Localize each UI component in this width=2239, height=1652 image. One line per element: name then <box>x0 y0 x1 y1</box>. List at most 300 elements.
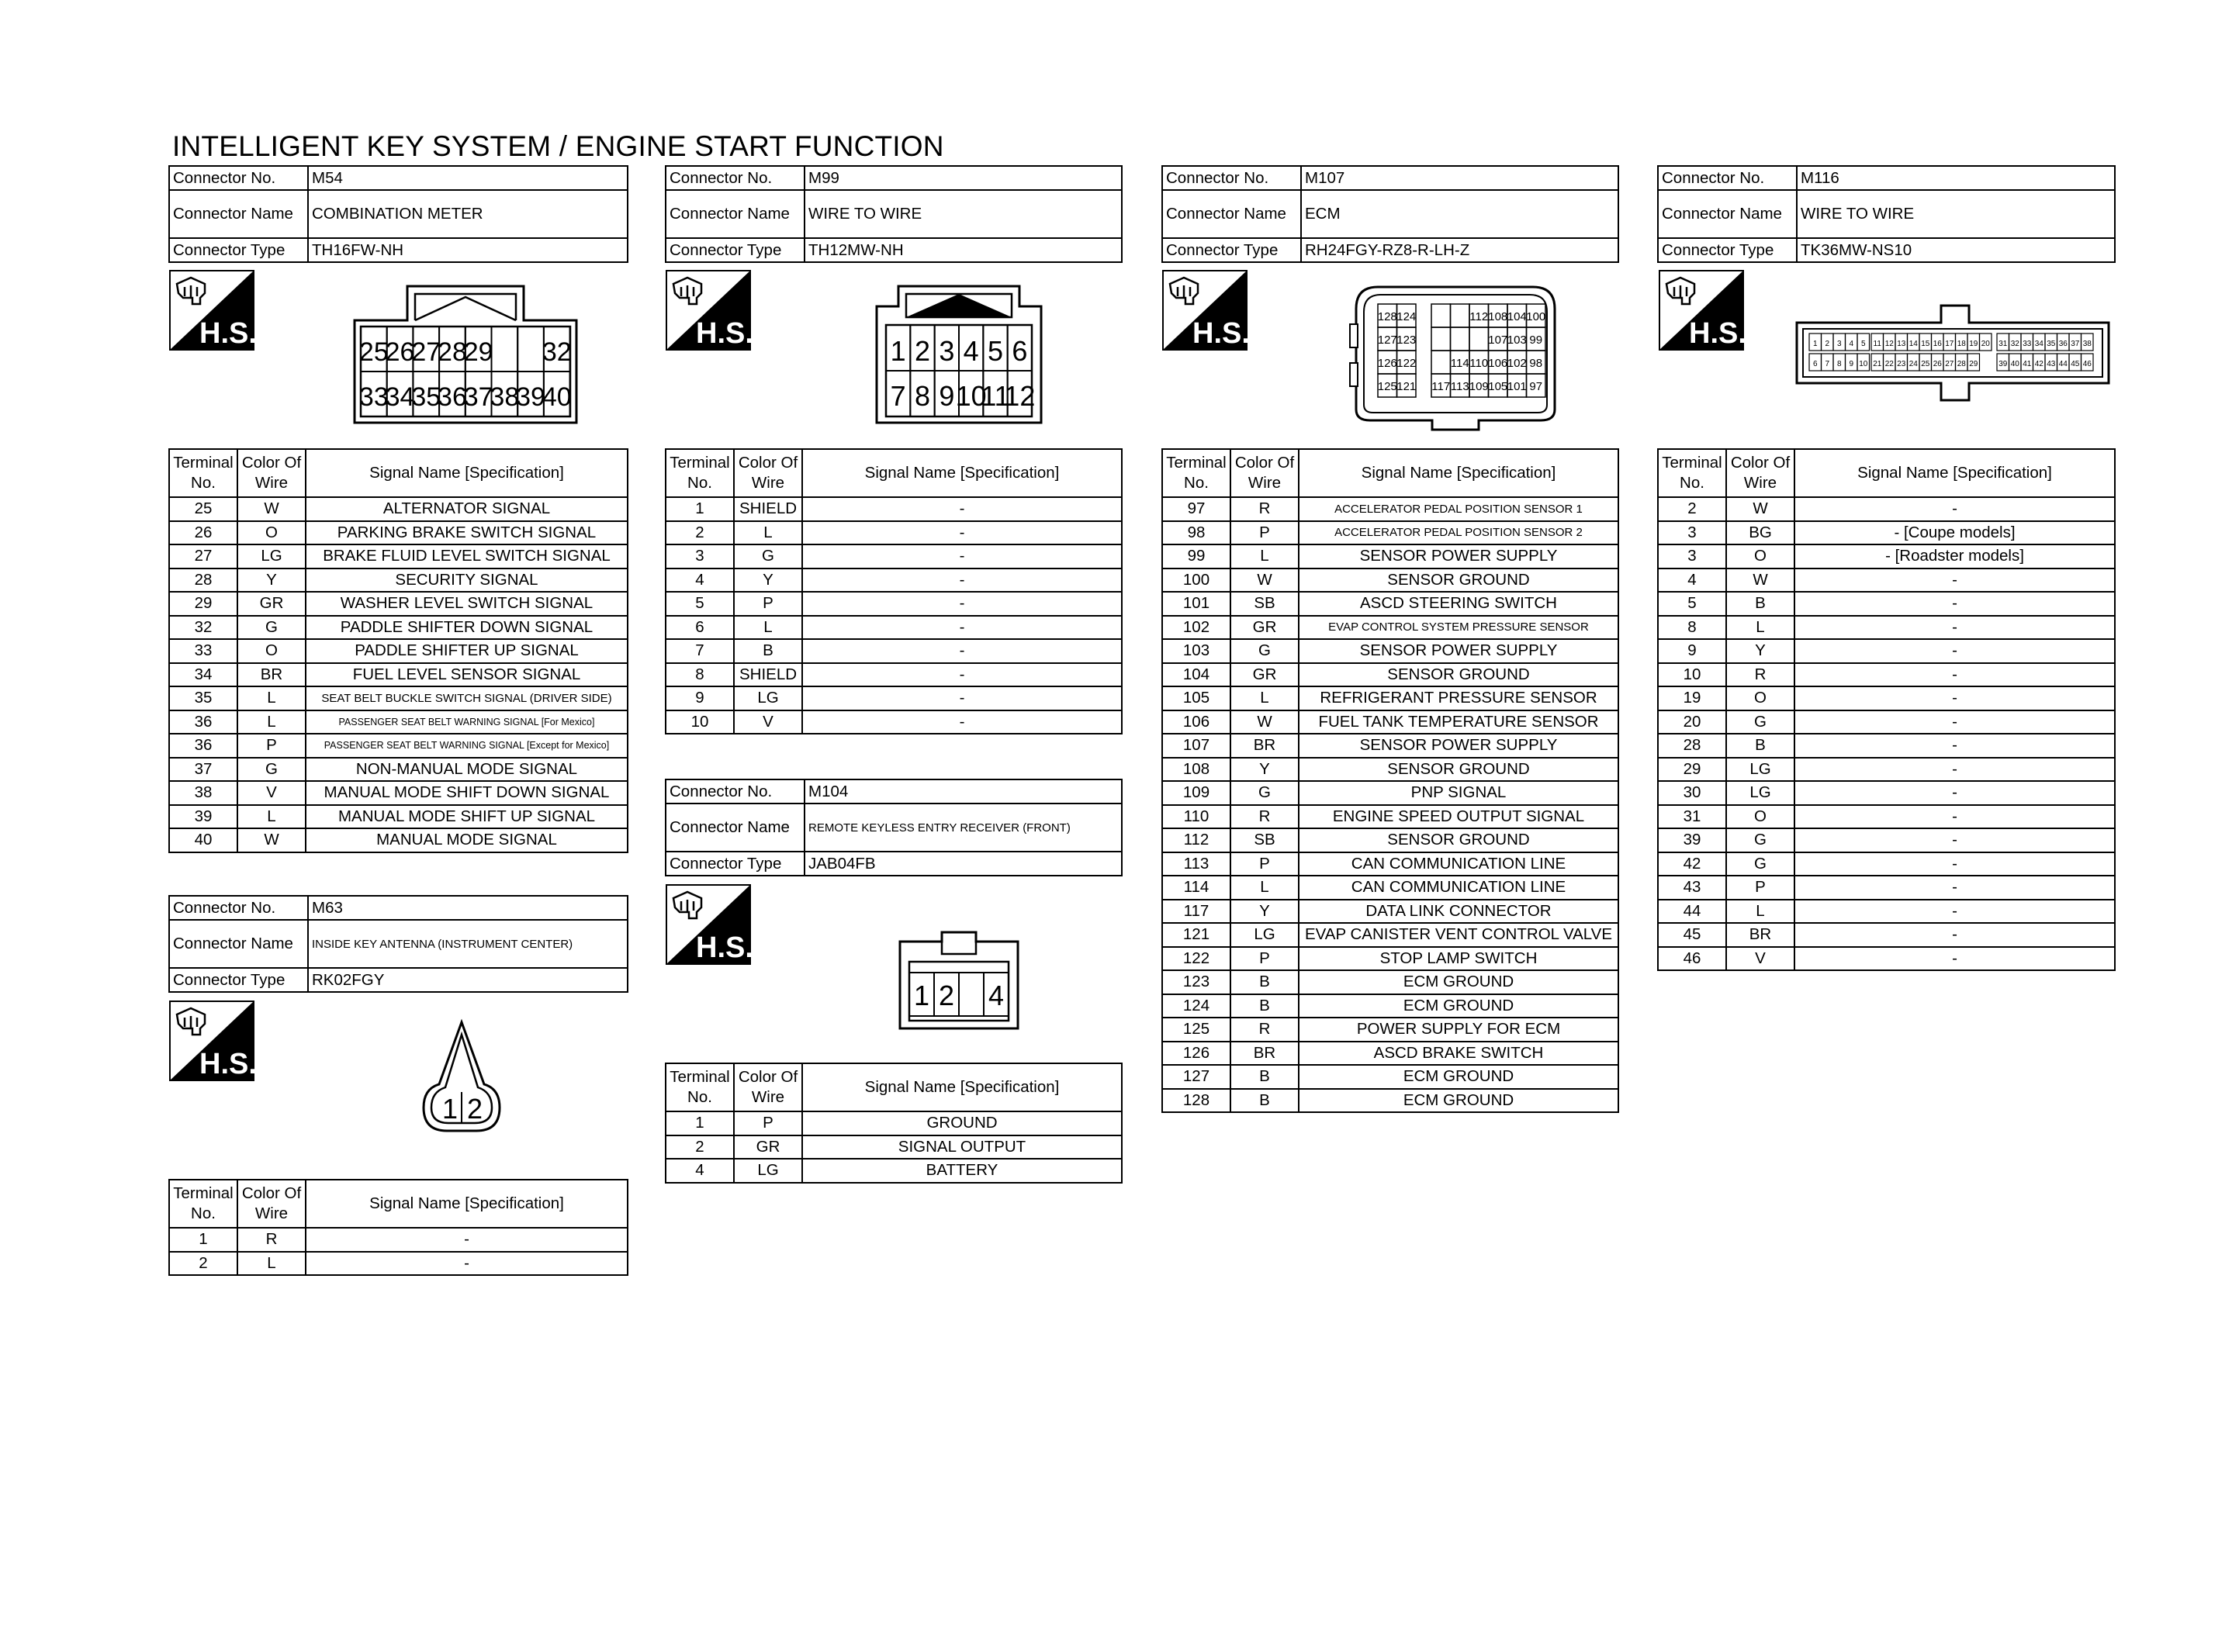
wire-color-cell: GR <box>1230 616 1299 640</box>
terminal-no-cell: 27 <box>169 544 237 569</box>
signal-name-cell: STOP LAMP SWITCH <box>1299 947 1618 971</box>
wire-color-cell: W <box>237 497 306 521</box>
terminal-no-cell: 36 <box>169 710 237 734</box>
pin-label: 125 <box>1377 380 1397 393</box>
pin-label: 35 <box>2047 340 2056 348</box>
pin-label: 7 <box>890 380 906 412</box>
pin-label: 19 <box>1969 340 1978 348</box>
hs-badge-label: H.S. <box>199 317 254 350</box>
pin-label: 43 <box>2047 360 2056 368</box>
wire-color-cell: SB <box>1230 828 1299 852</box>
pin-label: 23 <box>1897 360 1906 368</box>
wire-color-cell: P <box>1230 852 1299 876</box>
signal-name-cell: - <box>802 616 1122 640</box>
pin-label: 7 <box>1825 360 1830 368</box>
signal-name-cell: - <box>1794 781 2115 805</box>
terminal-table-m116 <box>1657 448 2116 971</box>
wire-color-cell: P <box>237 734 306 758</box>
table-row <box>1162 970 1618 994</box>
pin-label: 6 <box>1012 335 1028 367</box>
connector-m63-info <box>168 895 628 993</box>
table-row <box>1658 569 2115 593</box>
pin-label: 128 <box>1377 310 1397 323</box>
table-row <box>1658 663 2115 687</box>
wire-color-cell: Y <box>1726 639 1794 663</box>
pin-label: 1 <box>1812 340 1818 348</box>
signal-name-cell: CAN COMMUNICATION LINE <box>1299 852 1618 876</box>
signal-name-cell: POWER SUPPLY FOR ECM <box>1299 1018 1618 1042</box>
terminal-no-cell: 97 <box>1162 497 1230 521</box>
connector-name-value: ECM <box>1301 190 1618 238</box>
connector-no-value: M99 <box>805 166 1122 190</box>
table-row <box>666 592 1122 616</box>
pin-label: 114 <box>1450 357 1469 370</box>
pin-label: 18 <box>1957 340 1966 348</box>
wire-color-cell: LG <box>1726 781 1794 805</box>
pin-label: 11 <box>1873 340 1881 348</box>
table-row <box>1162 781 1618 805</box>
wire-color-cell: W <box>1726 497 1794 521</box>
wire-color-cell: R <box>1230 805 1299 829</box>
wire-color-cell: GR <box>237 592 306 616</box>
signal-name-cell: FUEL LEVEL SENSOR SIGNAL <box>306 663 628 687</box>
signal-name-cell: NON-MANUAL MODE SIGNAL <box>306 758 628 782</box>
connector-type-value: TH12MW-NH <box>805 238 1122 262</box>
wire-color-cell: L <box>1230 544 1299 569</box>
table-row <box>169 686 628 710</box>
wire-color-cell: Y <box>1230 900 1299 924</box>
wire-color-cell: O <box>1726 544 1794 569</box>
signal-name-cell: - <box>1794 710 2115 734</box>
wire-color-cell: B <box>1726 734 1794 758</box>
terminal-no-cell: 124 <box>1162 994 1230 1018</box>
terminal-no-cell: 36 <box>169 734 237 758</box>
wire-color-cell: SHIELD <box>734 663 802 687</box>
connector-type-value: TK36MW-NS10 <box>1797 238 2115 262</box>
pin-label: 36 <box>438 382 467 412</box>
wire-color-cell: P <box>1230 521 1299 545</box>
signal-name-cell: MANUAL MODE SHIFT UP SIGNAL <box>306 805 628 829</box>
signal-name-cell: - <box>1794 852 2115 876</box>
terminal-no-cell: 33 <box>169 639 237 663</box>
table-row <box>1658 923 2115 947</box>
wire-color-cell: L <box>237 686 306 710</box>
connector-type-value: RK02FGY <box>308 968 628 992</box>
wire-color-cell: V <box>1726 947 1794 971</box>
signal-name-cell: - <box>1794 616 2115 640</box>
terminal-table-m107 <box>1161 448 1619 1113</box>
table-row <box>666 497 1122 521</box>
terminal-no-cell: 29 <box>169 592 237 616</box>
signal-name-cell: - <box>802 569 1122 593</box>
signal-name-cell: - <box>1794 923 2115 947</box>
connector-no-value: M63 <box>308 896 628 920</box>
wire-color-cell: Y <box>1230 758 1299 782</box>
pin-label: 34 <box>2034 340 2043 348</box>
hs-badge-label: H.S. <box>199 1048 254 1080</box>
pin-label: 4 <box>988 980 1005 1011</box>
wire-color-cell: LG <box>237 544 306 569</box>
pin-label: 22 <box>1884 360 1894 368</box>
pin-label: 15 <box>1921 340 1930 348</box>
connector-diagram-m54 <box>353 283 578 428</box>
wire-color-cell: LG <box>1726 758 1794 782</box>
wire-color-cell: LG <box>734 686 802 710</box>
wire-color-cell: L <box>237 710 306 734</box>
signal-name-cell: ACCELERATOR PEDAL POSITION SENSOR 1 <box>1299 497 1618 521</box>
table-row <box>666 521 1122 545</box>
table-row <box>1658 686 2115 710</box>
wire-color-cell: P <box>734 1111 802 1135</box>
terminal-no-cell: 108 <box>1162 758 1230 782</box>
signal-name-cell: ASCD STEERING SWITCH <box>1299 592 1618 616</box>
table-row <box>169 1252 628 1276</box>
table-row <box>1162 569 1618 593</box>
pin-label: 29 <box>1969 360 1978 368</box>
pin-label: 1 <box>890 335 906 367</box>
terminal-no-cell: 19 <box>1658 686 1726 710</box>
terminal-no-cell: 109 <box>1162 781 1230 805</box>
wire-color-cell: W <box>1230 710 1299 734</box>
table-row <box>1162 994 1618 1018</box>
wire-color-cell: L <box>237 805 306 829</box>
table-row <box>666 663 1122 687</box>
pin-label: 39 <box>516 382 545 412</box>
signal-name-cell: - <box>802 544 1122 569</box>
signal-name-cell: MANUAL MODE SIGNAL <box>306 828 628 852</box>
pin-label: 17 <box>1945 340 1954 348</box>
wire-color-cell: G <box>1726 852 1794 876</box>
hs-badge-m116 <box>1659 270 1744 354</box>
signal-name-cell: SENSOR POWER SUPPLY <box>1299 544 1618 569</box>
table-row <box>1162 828 1618 852</box>
terminal-no-cell: 1 <box>169 1228 237 1252</box>
signal-name-header: Signal Name [Specification] <box>1299 449 1618 497</box>
signal-name-cell: - <box>1794 947 2115 971</box>
pin-label: 34 <box>385 382 415 412</box>
color-of-wire-header: Color Of Wire <box>1726 449 1794 497</box>
signal-name-header: Signal Name [Specification] <box>802 1063 1122 1111</box>
terminal-no-cell: 122 <box>1162 947 1230 971</box>
signal-name-cell: - <box>1794 686 2115 710</box>
table-row <box>666 569 1122 593</box>
table-row <box>1162 663 1618 687</box>
pin-label: 100 <box>1526 310 1546 323</box>
signal-name-cell: ENGINE SPEED OUTPUT SIGNAL <box>1299 805 1618 829</box>
terminal-no-cell: 42 <box>1658 852 1726 876</box>
signal-name-cell: ACCELERATOR PEDAL POSITION SENSOR 2 <box>1299 521 1618 545</box>
terminal-no-cell: 98 <box>1162 521 1230 545</box>
hs-badge-m99 <box>666 270 751 354</box>
wire-color-cell: G <box>1726 710 1794 734</box>
terminal-no-header: Terminal No. <box>666 449 734 497</box>
label-connector-name: Connector Name <box>1162 190 1301 238</box>
table-row <box>169 781 628 805</box>
pin-label: 106 <box>1488 357 1508 370</box>
label-connector-no: Connector No. <box>666 779 805 804</box>
pin-label: 37 <box>463 382 493 412</box>
signal-name-cell: ECM GROUND <box>1299 1089 1618 1113</box>
wire-color-cell: B <box>1230 1065 1299 1089</box>
wire-color-cell: L <box>734 521 802 545</box>
connector-diagram-m107 <box>1347 278 1564 437</box>
pin-label: 32 <box>2010 340 2019 348</box>
signal-name-cell: - <box>1794 592 2115 616</box>
terminal-no-cell: 10 <box>666 710 734 734</box>
signal-name-cell: - <box>1794 663 2115 687</box>
terminal-no-cell: 105 <box>1162 686 1230 710</box>
terminal-no-cell: 117 <box>1162 900 1230 924</box>
terminal-no-cell: 45 <box>1658 923 1726 947</box>
table-row <box>1162 1089 1618 1113</box>
table-row <box>1162 876 1618 900</box>
table-row <box>169 521 628 545</box>
signal-name-header: Signal Name [Specification] <box>1794 449 2115 497</box>
pin-label: 3 <box>1836 340 1842 348</box>
hs-badge-m107 <box>1162 270 1248 354</box>
pin-label: 98 <box>1529 357 1543 370</box>
signal-name-cell: FUEL TANK TEMPERATURE SENSOR <box>1299 710 1618 734</box>
pin-label: 104 <box>1507 310 1527 323</box>
terminal-no-cell: 113 <box>1162 852 1230 876</box>
connector-name-value: REMOTE KEYLESS ENTRY RECEIVER (FRONT) <box>805 804 1122 852</box>
terminal-table-m104 <box>665 1063 1123 1184</box>
terminal-no-cell: 102 <box>1162 616 1230 640</box>
table-row <box>169 805 628 829</box>
wire-color-cell: W <box>1230 569 1299 593</box>
signal-name-cell: PARKING BRAKE SWITCH SIGNAL <box>306 521 628 545</box>
wire-color-cell: P <box>1230 947 1299 971</box>
pin-label: 108 <box>1488 310 1508 323</box>
pin-label: 123 <box>1396 334 1417 347</box>
connector-name-value: WIRE TO WIRE <box>805 190 1122 238</box>
terminal-no-cell: 107 <box>1162 734 1230 758</box>
pin-label: 112 <box>1469 310 1489 323</box>
table-row <box>666 616 1122 640</box>
wire-color-cell: B <box>1230 1089 1299 1113</box>
wire-color-cell: LG <box>1230 923 1299 947</box>
signal-name-cell: SENSOR GROUND <box>1299 828 1618 852</box>
pin-label: 26 <box>385 337 415 367</box>
table-row <box>169 592 628 616</box>
table-row <box>1658 828 2115 852</box>
terminal-no-cell: 7 <box>666 639 734 663</box>
terminal-no-cell: 28 <box>1658 734 1726 758</box>
pin-label: 37 <box>2071 340 2080 348</box>
color-of-wire-header: Color Of Wire <box>1230 449 1299 497</box>
signal-name-cell: EVAP CANISTER VENT CONTROL VALVE <box>1299 923 1618 947</box>
wire-color-cell: R <box>237 1228 306 1252</box>
connector-type-value: TH16FW-NH <box>308 238 628 262</box>
table-row <box>666 686 1122 710</box>
wire-color-cell: O <box>1726 686 1794 710</box>
table-row <box>169 734 628 758</box>
terminal-no-header: Terminal No. <box>169 1180 237 1228</box>
wire-color-cell: R <box>1230 1018 1299 1042</box>
pin-label: 29 <box>463 337 493 367</box>
wire-color-cell: L <box>1726 616 1794 640</box>
color-of-wire-header: Color Of Wire <box>734 449 802 497</box>
wire-color-cell: L <box>237 1252 306 1276</box>
table-row <box>169 497 628 521</box>
pin-label: 44 <box>2058 360 2068 368</box>
connector-m116-info <box>1657 165 2116 263</box>
pin-label: 46 <box>2082 360 2092 368</box>
table-row <box>1658 639 2115 663</box>
terminal-no-cell: 100 <box>1162 569 1230 593</box>
wire-color-cell: O <box>1726 805 1794 829</box>
table-row <box>1162 1018 1618 1042</box>
table-row <box>1658 947 2115 971</box>
signal-name-cell: - <box>1794 639 2115 663</box>
table-row <box>666 710 1122 734</box>
pin-label: 122 <box>1396 357 1417 370</box>
terminal-no-cell: 110 <box>1162 805 1230 829</box>
signal-name-cell: - <box>802 663 1122 687</box>
table-row <box>1658 900 2115 924</box>
pin-label: 103 <box>1507 334 1527 347</box>
signal-name-cell: SENSOR GROUND <box>1299 758 1618 782</box>
terminal-no-cell: 101 <box>1162 592 1230 616</box>
wire-color-cell: LG <box>734 1159 802 1183</box>
pin-label: 38 <box>2082 340 2092 348</box>
signal-name-cell: PASSENGER SEAT BELT WARNING SIGNAL [For Mexico] <box>306 710 628 734</box>
connector-diagram-m116 <box>1794 302 2112 407</box>
terminal-no-cell: 39 <box>1658 828 1726 852</box>
wire-color-cell: SB <box>1230 592 1299 616</box>
pin-label: 2 <box>1825 340 1830 348</box>
pin-label: 24 <box>1909 360 1918 368</box>
signal-name-cell: - <box>802 521 1122 545</box>
label-connector-type: Connector Type <box>169 238 308 262</box>
label-connector-name: Connector Name <box>169 190 308 238</box>
table-row <box>1658 805 2115 829</box>
pin-label: 11 <box>981 380 1010 412</box>
terminal-no-cell: 5 <box>666 592 734 616</box>
terminal-no-cell: 28 <box>169 569 237 593</box>
pin-label: 26 <box>1933 360 1942 368</box>
terminal-no-cell: 10 <box>1658 663 1726 687</box>
table-row <box>1162 900 1618 924</box>
wire-color-cell: P <box>1726 876 1794 900</box>
signal-name-cell: - <box>802 592 1122 616</box>
color-of-wire-header: Color Of Wire <box>237 449 306 497</box>
terminal-no-cell: 128 <box>1162 1089 1230 1113</box>
signal-name-cell: REFRIGERANT PRESSURE SENSOR <box>1299 686 1618 710</box>
signal-name-cell: ECM GROUND <box>1299 1065 1618 1089</box>
terminal-no-header: Terminal No. <box>1658 449 1726 497</box>
terminal-no-cell: 31 <box>1658 805 1726 829</box>
terminal-no-cell: 26 <box>169 521 237 545</box>
terminal-no-cell: 39 <box>169 805 237 829</box>
terminal-no-cell: 126 <box>1162 1042 1230 1066</box>
label-connector-type: Connector Type <box>666 852 805 876</box>
pin-label: 121 <box>1396 380 1417 393</box>
connector-diagram-m63 <box>419 1018 504 1138</box>
table-row <box>666 639 1122 663</box>
terminal-no-cell: 2 <box>666 521 734 545</box>
table-row <box>1162 758 1618 782</box>
pin-label: 1 <box>913 980 930 1011</box>
terminal-no-cell: 3 <box>1658 544 1726 569</box>
table-row <box>169 616 628 640</box>
pin-label: 21 <box>1873 360 1882 368</box>
pin-label: 4 <box>963 335 979 367</box>
table-row <box>1658 592 2115 616</box>
signal-name-cell: - <box>1794 828 2115 852</box>
pin-label: 36 <box>2058 340 2068 348</box>
table-row <box>1162 544 1618 569</box>
pin-label: 9 <box>1849 360 1854 368</box>
signal-name-cell: SENSOR GROUND <box>1299 663 1618 687</box>
terminal-no-cell: 20 <box>1658 710 1726 734</box>
signal-name-cell: - [Roadster models] <box>1794 544 2115 569</box>
terminal-no-cell: 3 <box>666 544 734 569</box>
signal-name-cell: ECM GROUND <box>1299 970 1618 994</box>
signal-name-cell: SIGNAL OUTPUT <box>802 1135 1122 1160</box>
label-connector-no: Connector No. <box>1658 166 1797 190</box>
wire-color-cell: L <box>1726 900 1794 924</box>
signal-name-header: Signal Name [Specification] <box>802 449 1122 497</box>
pin-label: 42 <box>2034 360 2043 368</box>
terminal-no-cell: 29 <box>1658 758 1726 782</box>
pin-label: 28 <box>438 337 467 367</box>
pin-label: 97 <box>1529 380 1543 393</box>
label-connector-no: Connector No. <box>169 896 308 920</box>
table-row <box>1658 710 2115 734</box>
pin-label: 35 <box>411 382 441 412</box>
pin-label: 6 <box>1812 360 1818 368</box>
terminal-no-cell: 106 <box>1162 710 1230 734</box>
pin-label: 4 <box>1849 340 1854 348</box>
signal-name-cell: - <box>1794 876 2115 900</box>
terminal-no-cell: 103 <box>1162 639 1230 663</box>
terminal-no-cell: 104 <box>1162 663 1230 687</box>
terminal-no-cell: 4 <box>666 1159 734 1183</box>
table-row <box>1658 781 2115 805</box>
table-row <box>169 544 628 569</box>
pin-label: 40 <box>542 382 572 412</box>
pin-label: 105 <box>1488 380 1508 393</box>
terminal-no-cell: 2 <box>666 1135 734 1160</box>
connector-m107-info <box>1161 165 1619 263</box>
wire-color-cell: W <box>1726 569 1794 593</box>
pin-label: 33 <box>2023 340 2032 348</box>
signal-name-cell: ALTERNATOR SIGNAL <box>306 497 628 521</box>
hs-badge-m54 <box>169 270 254 354</box>
label-connector-name: Connector Name <box>169 920 308 968</box>
terminal-no-cell: 112 <box>1162 828 1230 852</box>
terminal-no-cell: 125 <box>1162 1018 1230 1042</box>
wire-color-cell: Y <box>734 569 802 593</box>
terminal-no-cell: 3 <box>1658 521 1726 545</box>
connector-name-value: WIRE TO WIRE <box>1797 190 2115 238</box>
hs-badge-m63 <box>169 1001 254 1085</box>
table-row <box>1658 852 2115 876</box>
hs-badge-label: H.S. <box>1192 317 1248 350</box>
wire-color-cell: GR <box>734 1135 802 1160</box>
table-row <box>1658 521 2115 545</box>
wire-color-cell: O <box>237 521 306 545</box>
wire-color-cell: V <box>237 781 306 805</box>
page-title: INTELLIGENT KEY SYSTEM / ENGINE START FUNCTION <box>172 130 944 162</box>
wire-color-cell: R <box>1230 497 1299 521</box>
pin-label: 32 <box>542 337 572 367</box>
terminal-no-cell: 2 <box>1658 497 1726 521</box>
pin-label: 33 <box>358 382 389 412</box>
terminal-no-cell: 32 <box>169 616 237 640</box>
table-row <box>169 828 628 852</box>
